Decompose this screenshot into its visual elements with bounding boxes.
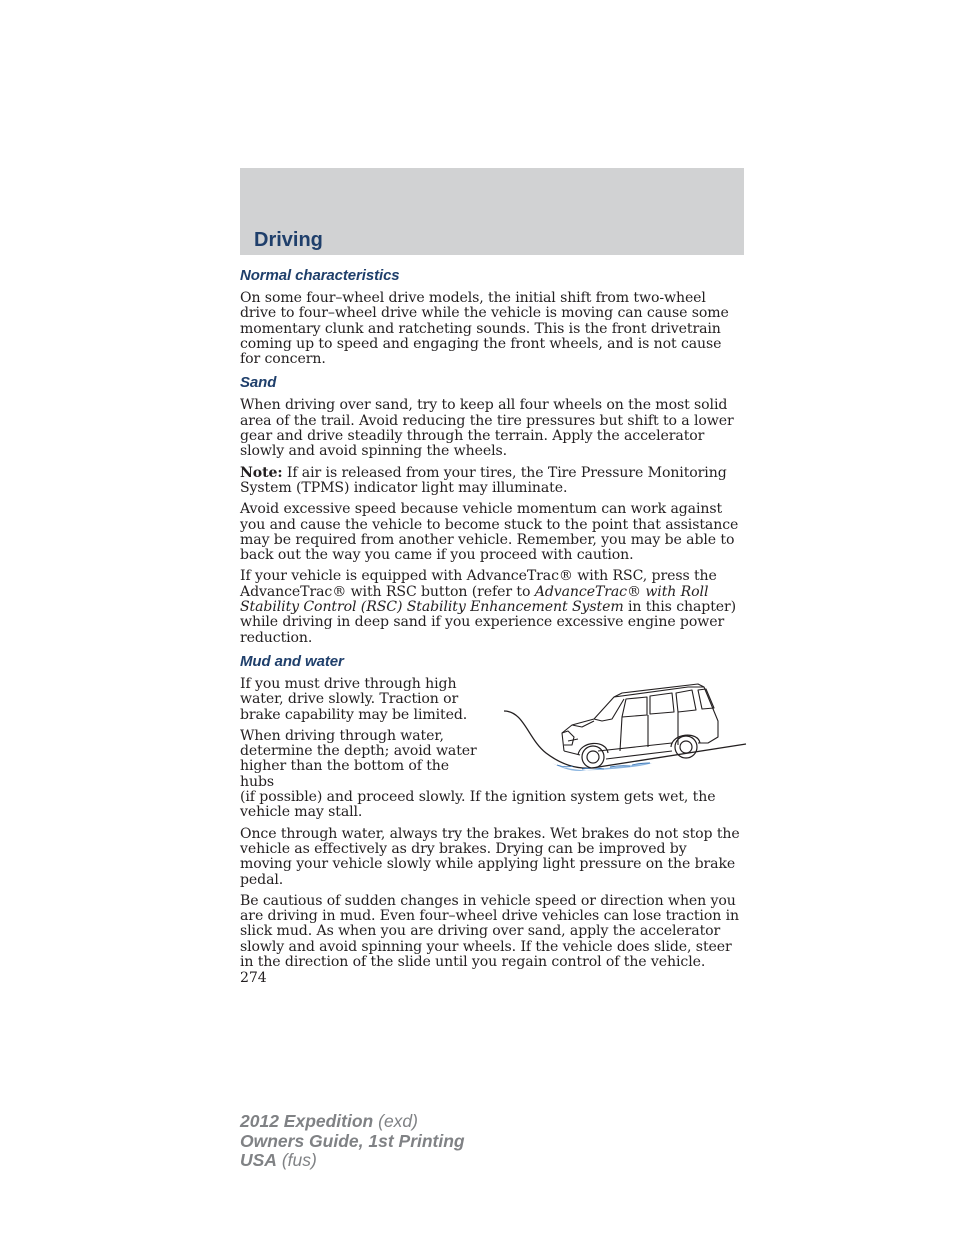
paragraph-sand-1: When driving over sand, try to keep all four wheels on the most solid area of the trail. Avoid reducing the tire pressures but shift to a lower gear and drive steadily through the terrain. Apply the accelerator slowly and avoid spinning the wheels. xyxy=(240,397,734,460)
note-text: If air is released from your tires, the Tire Pressure Monitoring System (TPMS) indicator light may illuminate. xyxy=(240,464,727,496)
heading-mud-and-water: Mud and water xyxy=(240,652,344,670)
paragraph-mud-3: Once through water, always try the brakes. Wet brakes do not stop the vehicle as effectively as dry brakes. Drying can be improved by moving your vehicle slowly while applying light pressure on the brake pedal. xyxy=(240,825,740,888)
footer-line-2 xyxy=(240,1132,465,1152)
document-footer xyxy=(240,1112,465,1171)
heading-normal-characteristics: Normal characteristics xyxy=(240,267,400,284)
paragraph-sand-2: Avoid excessive speed because vehicle momentum can work against you and cause the vehicle to become stuck to the point that assistance may be required from another vehicle. Remember, you may be able to back out the way you came if you proceed with caution. xyxy=(240,501,739,564)
paragraph-mud-1: If you must drive through high water, drive slowly. Traction or brake capability may be limited. xyxy=(240,675,468,723)
page-number: 274 xyxy=(240,970,267,987)
paragraph-sand-3 xyxy=(240,569,740,645)
chapter-title: Driving xyxy=(254,229,323,251)
paragraph-mud-2-full: (if possible) and proceed slowly. If the ignition system gets wet, the vehicle may stall. xyxy=(240,789,716,821)
heading-sand: Sand xyxy=(240,374,277,392)
footer-guide: Owners Guide, 1st Printing xyxy=(240,1130,465,1151)
advancetrac-text-a: If your vehicle is equipped with AdvanceTrac® with RSC, press the AdvanceTrac® with RSC button (refer to xyxy=(240,568,717,600)
paragraph-mud-4: Be cautious of sudden changes in vehicle speed or direction when you are driving in mud. Even four–wheel drive vehicles can lose traction in slick mud. As when you are driving over sand, apply the accelerator slowly and avoid spinning your wheels. If the vehicle does slide, steer in the direction of the slide until you regain control of the vehicle. xyxy=(240,892,739,970)
footer-model-code: (exd) xyxy=(373,1111,418,1131)
page-content xyxy=(240,266,740,987)
advancetrac-reference: AdvanceTrac® with Roll Stability Control (RSC) Stability Enhancement System xyxy=(240,583,709,616)
note-label: Note: xyxy=(240,464,283,481)
footer-line-3 xyxy=(240,1151,465,1171)
paragraph-mud-2-wrap: When driving through water, determine the depth; avoid water higher than the bottom of the hubs xyxy=(240,727,477,790)
footer-market: USA xyxy=(240,1150,277,1170)
footer-model: 2012 Expedition xyxy=(240,1111,374,1131)
suv-driving-through-water-icon xyxy=(502,681,747,781)
footer-line-1 xyxy=(240,1112,465,1132)
footer-market-code: (fus) xyxy=(276,1150,317,1170)
note-paragraph xyxy=(240,466,740,497)
advancetrac-text-b: in this chapter) while driving in deep sand if you experience excessive engine power reduction. xyxy=(240,599,737,646)
mud-water-block xyxy=(240,677,740,821)
paragraph-normal-1: On some four–wheel drive models, the initial shift from two-wheel drive to four–wheel drive while the vehicle is moving can cause some momentary clunk and ratcheting sounds. This is the front drivetrain coming up to speed and engaging the front wheels, and is not cause for concern. xyxy=(240,290,729,368)
